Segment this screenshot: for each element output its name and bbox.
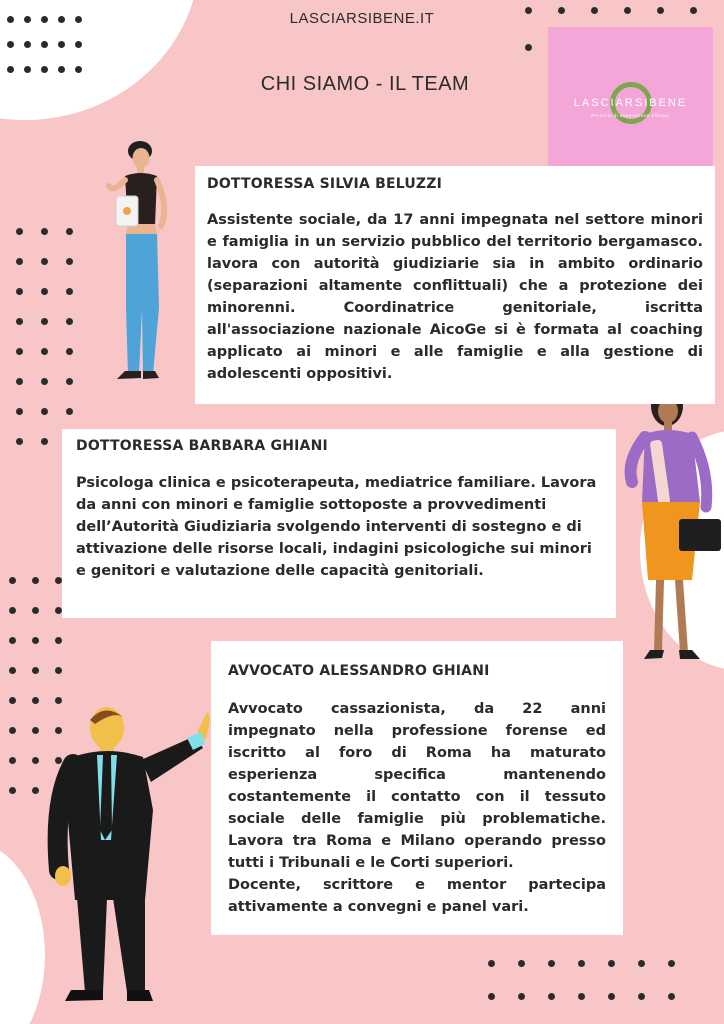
woman-with-folder-icon [620,382,724,664]
team-member-bio: Assistente sociale, da 17 anni impegnata nel settore minori e famiglia in un servizio pubblico del territorio bergamasco. lavora con autorità giudiziarie sia in ambito ordinario (separazioni altamente conflittuali) che a protezione dei minorenni. Coordinatrice genitoriale, iscritta all'associazione nazionale AicoGe si è formata al coaching applicato ai minori e alle famiglie e alla gestione di adolescenti oppositivi. [207,212,703,382]
team-member-name: DOTTORESSA BARBARA GHIANI [76,438,328,454]
team-card-alessandro-ghiani [211,641,623,935]
team-card-barbara-ghiani [62,429,616,618]
team-member-bio: Avvocato cassazionista, da 22 anni impegnato nella professione forense ed iscritto al foro di Roma ha maturato esperienza specifica mantenendo costantemente il contatto con il tessuto sociale delle famiglie più problematiche. Lavora tra Roma e Milano operando presso tutti i Tribunali e le Corti superiori. [228,701,606,871]
team-card-silvia-beluzzi [195,166,715,404]
white-blob-bottom-left [0,840,45,1024]
woman-with-tablet-icon [95,138,180,383]
team-member-name: AVVOCATO ALESSANDRO GHIANI [228,663,490,679]
site-url: LASCIARSIBENE.IT [289,10,435,27]
team-member-bio: Psicologa clinica e psicoterapeuta, mediatrice familiare. Lavora da anni con minori e famiglie sottoposte a provvedimenti dell’Autorità Giudiziaria svolgendo interventi di sostegno e di attivazione delle risorse locali, indagini psicologiche sui minori e genitori e valutazione delle capacità genitoriali. [76,475,597,579]
team-member-bio-extra: Docente, scrittore e mentor partecipa attivamente a convegni e panel vari. [228,877,606,915]
dot-grid-bottom-right [488,960,675,1000]
man-pointing-icon [45,700,215,1008]
page-title: CHI SIAMO - IL TEAM [260,73,470,95]
dot-grid-left-1 [16,228,73,445]
logo-tagline: Percorsi di separazione efficaci [591,113,670,118]
logo-wordmark: LASCIARSIBENE [573,97,688,109]
team-member-name: DOTTORESSA SILVIA BELUZZI [207,176,443,192]
